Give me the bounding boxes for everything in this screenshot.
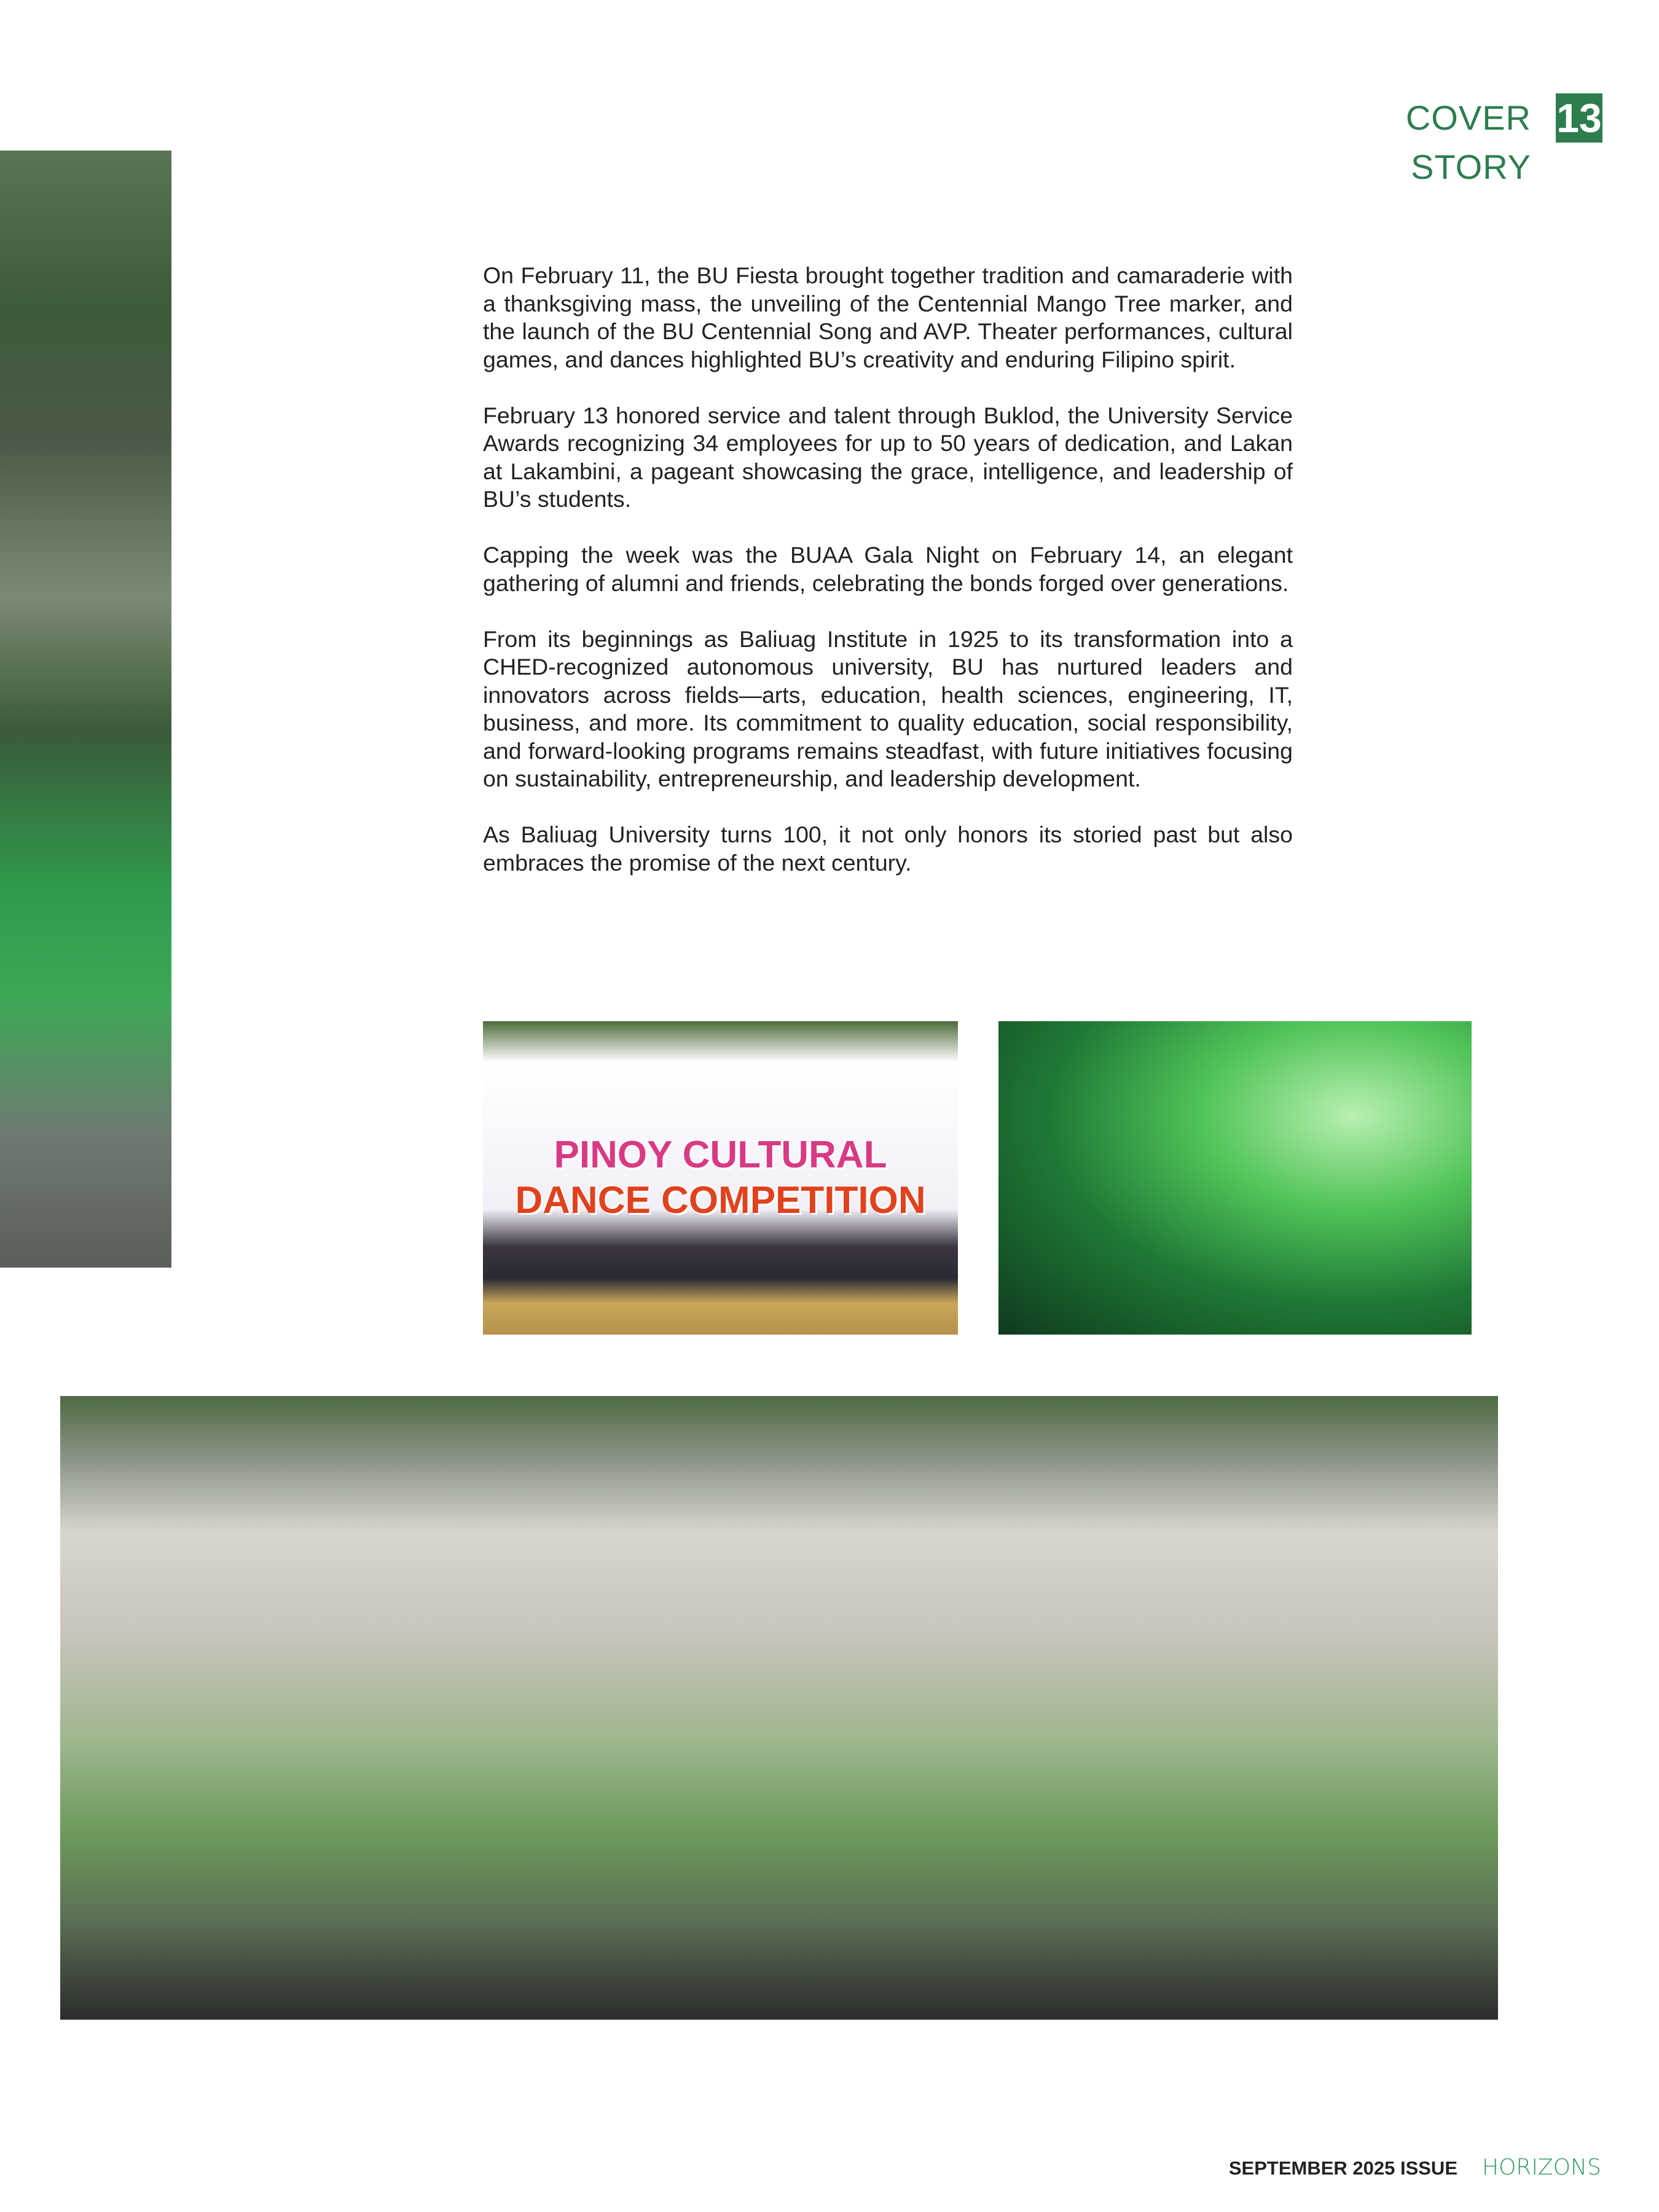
dance-banner-line1: PINOY CULTURAL <box>554 1134 887 1176</box>
photo-band-performance <box>998 1021 1472 1335</box>
section-label: COVER STORY <box>1405 98 1531 186</box>
photo-mango-tree-crowd <box>0 151 171 1268</box>
photo-student-crowd <box>60 1396 1498 2020</box>
footer-magazine-logo: HORIZONS <box>1482 2155 1601 2180</box>
article-paragraph: Capping the week was the BUAA Gala Night on February 14, an elegant gathering of alumni and friends, celebrating the bonds forged over generations. <box>483 542 1293 596</box>
article-paragraph: From its beginnings as Baliuag Institute in 1925 to its transformation into a CHED-recognized autonomous university, BU has nurtured leaders and innovators across fields—arts, education, health sciences, engineering, IT, business, and more. Its commitment to quality education, social responsibility, and forward-looking programs remains steadfast, with future initiatives focusing on sustainability, entrepreneurship, and leadership development. <box>483 626 1293 791</box>
article-body <box>483 262 1293 905</box>
page-number: 13 <box>1556 93 1602 143</box>
dance-banner-text <box>483 1132 958 1223</box>
dance-banner-line2: DANCE COMPETITION <box>515 1179 926 1222</box>
article-paragraph: February 13 honored service and talent through Buklod, the University Service Awards recognizing 34 employees for up to 50 years of dedication, and Lakan at Lakambini, a pageant showcasing the grace, intelligence, and leadership of BU’s students. <box>483 402 1293 512</box>
footer-issue: SEPTEMBER 2025 ISSUE <box>1228 2157 1457 2179</box>
article-paragraph: On February 11, the BU Fiesta brought together tradition and camaraderie with a thanksgiving mass, the unveiling of the Centennial Mango Tree marker, and the launch of the BU Centennial Song and AVP. Theater performances, cultural games, and dances highlighted BU’s creativity and enduring Filipino spirit. <box>483 262 1293 372</box>
photo-dance-competition <box>483 1021 958 1335</box>
article-paragraph: As Baliuag University turns 100, it not only honors its storied past but also embraces the promise of the next century. <box>483 822 1293 876</box>
